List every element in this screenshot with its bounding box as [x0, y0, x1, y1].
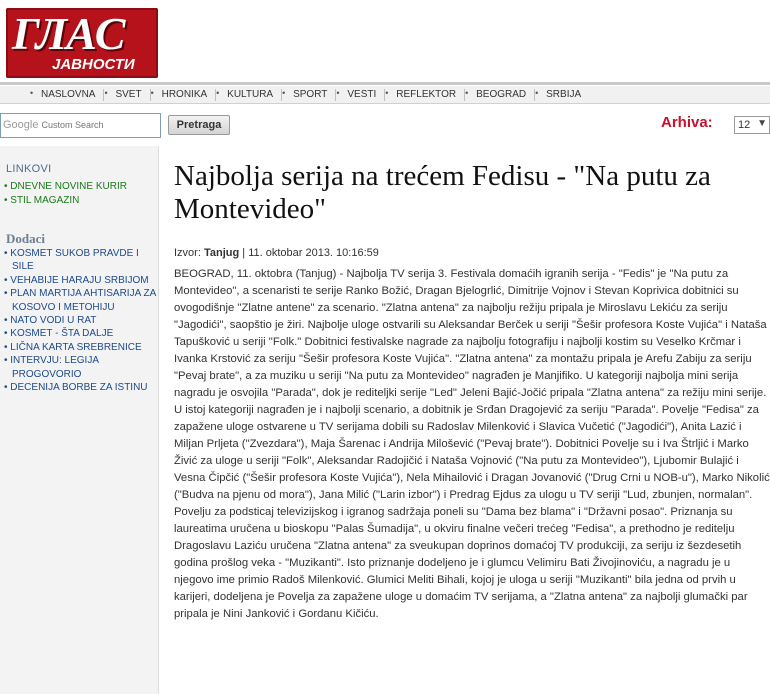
header-divider	[0, 82, 770, 85]
dodaci-link-intervju[interactable]: • INTERVJU: LEGIJA PROGOVORIO	[4, 354, 156, 381]
archive-label: Arhiva:	[661, 114, 713, 131]
chevron-down-icon: ▼	[757, 118, 767, 129]
sidebar-link-kurir[interactable]: • DNEVNE NOVINE KURIR	[4, 180, 154, 194]
site-logo[interactable]	[6, 8, 158, 78]
site-header	[0, 0, 770, 84]
nav-item-reflektor[interactable]: • REFLEKTOR	[385, 89, 464, 100]
source-label: Izvor:	[174, 247, 201, 259]
dodaci-link-plan-martija[interactable]: • PLAN MARTIJA AHTISARIJA ZA KOSOVO I METOHIJU	[4, 287, 156, 314]
sidebar-link-stil[interactable]: • STIL MAGAZIN	[4, 194, 154, 208]
archive-select[interactable]	[734, 116, 770, 134]
nav-item-beograd[interactable]: • BEOGRAD	[465, 89, 534, 100]
article	[172, 146, 770, 694]
search-placeholder: Custom Search	[41, 120, 104, 130]
search-button[interactable]: Pretraga	[168, 115, 230, 135]
google-brand: Google	[3, 119, 39, 131]
links-list	[4, 180, 154, 208]
article-source: Tanjug	[203, 247, 240, 259]
nav-item-vesti[interactable]: • VESTI	[336, 89, 384, 100]
main-nav	[0, 86, 770, 104]
article-title: Najbolja serija na trećem Fedisu - "Na putu za Montevideo"	[174, 160, 711, 225]
dodaci-link-kosmet-dalje[interactable]: • KOSMET - ŠTA DALJE	[4, 327, 156, 340]
logo-wordmark: ГЛАС	[12, 8, 125, 59]
dodaci-list	[4, 247, 156, 394]
meta-separator: |	[239, 247, 249, 259]
nav-item-srbija[interactable]: • SRBIJA	[535, 89, 589, 100]
dodaci-link-nato[interactable]: • NATO VODI U RAT	[4, 314, 156, 327]
sidebar	[0, 146, 159, 694]
logo-subtitle: ЈАВНОСТИ	[52, 56, 135, 73]
nav-item-svet[interactable]: • SVET	[104, 89, 149, 100]
nav-item-hronika[interactable]: • HRONIKA	[151, 89, 216, 100]
nav-item-sport[interactable]: • SPORT	[282, 89, 335, 100]
article-date: 11. oktobar 2013. 10:16:59	[248, 247, 379, 259]
links-heading: LINKOVI	[6, 163, 52, 175]
dodaci-link-kosmet-sukob[interactable]: • KOSMET SUKOB PRAVDE I SILE	[4, 247, 156, 274]
dodaci-link-decenija[interactable]: • DECENIJA BORBE ZA ISTINU	[4, 381, 156, 394]
dodaci-link-srebrenica[interactable]: • LIČNA KARTA SREBRENICE	[4, 341, 156, 354]
archive-selected-value: 12	[738, 119, 751, 131]
article-body: BEOGRAD, 11. oktobra (Tanjug) - Najbolja TV serija 3. Festivala domaćih igranih serija - "Fedis" je "Na putu za Montevideo", a scenaristi te serije Ranko Božić, Dragan Bjelogrlić, Dimitrije Vojnov i Stevan Koprivica dobitnici su ovogodišnje "Zlatne antene" za scenario. "Zlatna antena" za najbolju režiju pripala je Miroslavu Lekiću za seriju "Jagodići", saopštio je žiri. Najbolje uloge ostvarili su Aleksandar Berček u seriji "Šešir profesora Koste Vujića" i Nataša Tapušković u seriji "Folk." Dobitnici festivalske nagrade za najbolju fotografiju i najbolji kostim su Veselko Krčmar i Ivanka Krstović za seriju "Šešir profesora Koste Vujića". "Zlatna antena" za montažu pripala je Arefu Zabiju za seriju "Pevaj brate", a za muziku u seriji "Na putu za Montevideo" nagrađen je Manjifiko. U kategoriji najbolja mini serija nagradu je osvojila "Parada", dok je rediteljki serije "Led" Jeleni Bajić-Jočić pripala "Zlatna antena" za režiju mini serije. U istoj kategoriji nagrađen je i najbolji scenario, a dobitnik je Srđan Dragojević za seriju "Parada". Povelje "Fedisa" za zapažene uloge ostvarene u TV serijama dobili su Radoslav Milenković i Slavica Vučetić ("Jagodići"), Anita Lazić i Miljan Prljeta ("Zvezdara"), Maja Šarenac i Andrija Milošević ("Pevaj brate"). Dobitnici Povelje su i Iva Štrljić i Marko Živić za uloge u seriji "Folk", Aleksandar Radojičić i Nataša Vojnović ("Na putu za Montevideo"), Ljubomir Bulajić i Vesna Čipčić ("Šešir profesora Koste Vujića"), Nela Mihailović i Dragan Jovanović ("Drug Crni u NOB-u"), Marko Nikolić ("Budva na pjenu od mora"), Jana Milić ("Larin izbor") i Predrag Ejdus za ulogu u TV seriji "Lud, zbunjen, normalan". Povelju za podsticaj televizijskog i igranog sadržaja poneli su "Dama bez blama" i "Državni posao". Priznanja su laureatima uručena u bioskopu "Palas Šumadija", u okviru finalne večeri trećeg "Fedisa", a prethodno je reditelju Dragoslavu Laziću uručena "Zlatna antena" za sveukupan doprinos domaćoj TV produkciji, za seriju iz šezdesetih godina prošlog veka - "Muzikanti". Isto priznanje dodeljeno je i glumcu Velimiru Bati Živojinoviću, a nagradu je u njegovo ime primio Radoš Milenković. Glumici Meliti Bihali, kojoj je uloga u seriji "Muzikanti" bila jedna od prvih u karijeri, dodeljena je Povelja za zapažene uloge u domaćim TV serijama, a "Zlatna antena" za najbolji glumački par pripala je Nini Janković i Gordanu Kičiću.	[174, 268, 770, 620]
search-bar	[0, 107, 770, 145]
nav-item-naslovna[interactable]: • NASLOVNA	[30, 89, 103, 100]
google-custom-search-label	[3, 119, 104, 131]
dodaci-link-vehabije[interactable]: • VEHABIJE HARAJU SRBIJOM	[4, 274, 156, 287]
dodaci-heading: Dodaci	[6, 231, 45, 246]
article-meta	[174, 247, 379, 259]
nav-item-kultura[interactable]: • KULTURA	[216, 89, 281, 100]
